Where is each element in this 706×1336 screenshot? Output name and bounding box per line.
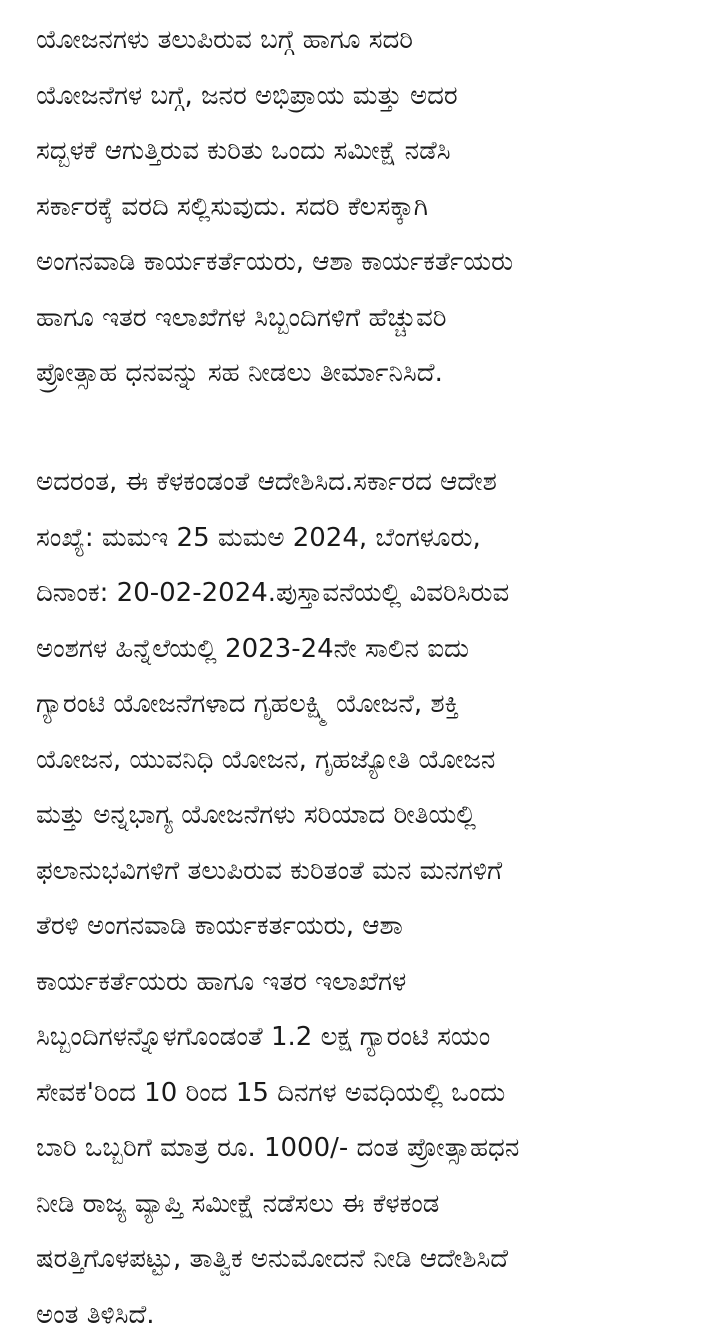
text-line: ಸೇವಕ'ರಿಂದ 10 ರಿಂದ 15 ದಿನಗಳ ಅವಧಿಯಲ್ಲಿ ಒಂದು: [36, 1077, 506, 1108]
text-line: ತೆರಳಿ ಅಂಗನವಾಡಿ ಕಾರ್ಯಕರ್ತಯರು, ಆಶಾ: [36, 911, 403, 941]
text-line: ಸಿಬ್ಬಂದಿಗಳನ್ನೊಳಗೊಂಡಂತೆ 1.2 ಲಕ್ಷ ಗ್ಯಾರಂಟಿ ಸಯಂ: [36, 1022, 491, 1052]
text-line: ಸರ್ಕಾರಕ್ಕೆ ವರದಿ ಸಲ್ಲಿಸುವುದು. ಸದರಿ ಕೆಲಸಕ್ಕಾಗಿ: [36, 191, 428, 222]
text-line: ಅದರಂತ, ಈ ಕೆಳಕಂಡಂತೆ ಆದೇಶಿಸಿದ.ಸರ್ಕಾರದ ಆದೇಶ: [36, 467, 497, 497]
text-line: ಹಾಗೂ ಇತರ ಇಲಾಖೆಗಳ ಸಿಬ್ಬಂದಿಗಳಿಗೆ ಹೆಚ್ಚುವರಿ: [36, 302, 447, 333]
text-line: ಸದ್ಬಳಕೆ ಆಗುತ್ತಿರುವ ಕುರಿತು ಒಂದು ಸಮೀಕ್ಷೆ ನಡೆಸಿ: [36, 136, 451, 166]
text-line: ಫಲಾನುಭವಿಗಳಿಗೆ ತಲುಪಿರುವ ಕುರಿತಂತೆ ಮನ ಮನಗಳಿಗೆ: [36, 855, 503, 886]
text-line: ಯೋಜನ, ಯುವನಿಧಿ ಯೋಜನ, ಗೃಹಜ್ಯೋತಿ ಯೋಜನ: [36, 744, 496, 775]
text-line: ನೀಡಿ ರಾಜ್ಯ ವ್ಯಾಪ್ತಿ ಸಮೀಕ್ಷೆ ನಡೆಸಲು ಈ ಕೆಳಕಂಡ: [36, 1188, 440, 1219]
text-line: ಯೋಜನಗಳು ತಲುಪಿರುವ ಬಗ್ಗೆ ಹಾಗೂ ಸದರಿ: [36, 25, 414, 55]
paragraph: [36, 13, 700, 402]
text-line: ಅಂಶಗಳ ಹಿನ್ನೆಲೆಯಲ್ಲಿ 2023-24ನೇ ಸಾಲಿನ ಐದು: [36, 633, 470, 664]
text-line: ಷರತ್ತಿಗೊಳಪಟ್ಟು, ತಾತ್ವಿಕ ಅನುಮೋದನೆ ನೀಡಿ ಆದೇಶಿಸಿದೆ: [36, 1244, 509, 1274]
text-line: ಅಂತ ತಿಳಿಸಿದೆ.: [36, 1299, 155, 1330]
text-line: ಬಾರಿ ಒಬ್ಬರಿಗೆ ಮಾತ್ರ ರೂ. 1000/- ದಂತ ಪ್ರೋತ್ಸಾಹಧನ: [36, 1133, 520, 1163]
text-line: ಅಂಗನವಾಡಿ ಕಾರ್ಯಕರ್ತೆಯರು, ಆಶಾ ಕಾರ್ಯಕರ್ತೆಯರು: [36, 247, 514, 277]
text-line: ಯೋಜನೆಗಳ ಬಗ್ಗೆ, ಜನರ ಅಭಿಪ್ರಾಯ ಮತ್ತು ಅದರ: [36, 80, 458, 111]
paragraph: [36, 455, 700, 1336]
text-line: ಪ್ರೋತ್ಸಾಹ ಧನವನ್ನು ಸಹ ನೀಡಲು ತೀರ್ಮಾನಿಸಿದೆ.: [36, 358, 443, 388]
text-line: ಕಾರ್ಯಕರ್ತೆಯರು ಹಾಗೂ ಇತರ ಇಲಾಖೆಗಳ: [36, 966, 407, 997]
text-line: ಸಂಖ್ಯೆ: ಮಮಇ 25 ಮಮಅ 2024, ಬೆಂಗಳೂರು,: [36, 522, 481, 553]
text-line: ಗ್ಯಾರಂಟಿ ಯೋಜನೆಗಳಾದ ಗೃಹಲಕ್ಷ್ಮಿ ಯೋಜನೆ, ಶಕ್ತಿ: [36, 689, 460, 719]
text-line: ಮತ್ತು ಅನ್ನಭಾಗ್ಯ ಯೋಜನೆಗಳು ಸರಿಯಾದ ರೀತಿಯಲ್ಲಿ: [36, 800, 476, 830]
text-line: ದಿನಾಂಕ: 20-02-2024.ಪುಸ್ತಾವನೆಯಲ್ಲಿ ವಿವರಿಸಿರುವ: [36, 578, 510, 608]
